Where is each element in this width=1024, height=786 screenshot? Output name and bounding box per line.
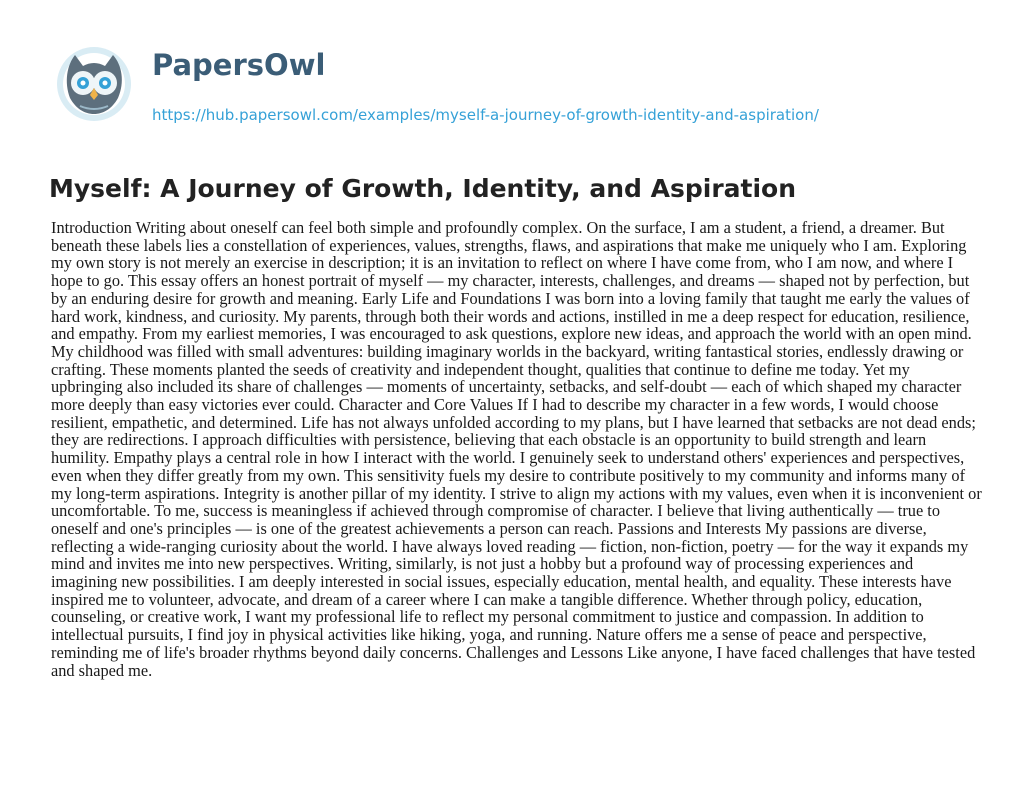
brand-name[interactable]: PapersOwl bbox=[152, 48, 326, 82]
article-url-link[interactable]: https://hub.papersowl.com/examples/myself-a-journey-of-growth-identity-and-aspiration/ bbox=[152, 106, 819, 124]
site-header bbox=[50, 40, 990, 140]
article-body: Introduction Writing about oneself can feel both simple and profoundly complex. On the surface, I am a student, a friend, a dreamer. But beneath these labels lies a constellation of experiences, values, strengths, flaws, and aspirations that make me uniquely who I am. Exploring my own story is not merely an exercise in description; it is an invitation to reflect on where I have come from, who I am now, and where I hope to go. This essay offers an honest portrait of myself — my character, interests, challenges, and dreams — shaped not by perfection, but by an enduring desire for growth and meaning. Early Life and Foundations I was born into a loving family that taught me early the values of hard work, kindness, and curiosity. My parents, through both their words and actions, instilled in me a deep respect for education, resilience, and empathy. From my earliest memories, I was encouraged to ask questions, explore new ideas, and approach the world with an open mind. My childhood was filled with small adventures: building imaginary worlds in the backyard, writing fantastical stories, endlessly drawing or crafting. These moments planted the seeds of creativity and independent thought, qualities that continue to define me today. Yet my upbringing also included its share of challenges — moments of uncertainty, setbacks, and self-doubt — each of which shaped my character more deeply than easy victories ever could. Character and Core Values If I had to describe my character in a few words, I would choose resilient, empathetic, and determined. Life has not always unfolded according to my plans, but I have learned that setbacks are not dead ends; they are redirections. I approach difficulties with persistence, believing that each obstacle is an opportunity to build strength and learn humility. Empathy plays a central role in how I interact with the world. I genuinely seek to understand others' experiences and perspectives, even when they differ greatly from my own. This sensitivity fuels my desire to contribute positively to my community and informs many of my long-term aspirations. Integrity is another pillar of my identity. I strive to align my actions with my values, even when it is inconvenient or uncomfortable. To me, success is meaningless if achieved through compromise of character. I believe that living authentically — true to oneself and one's principles — is one of the greatest achievements a person can reach. Passions and Interests My passions are diverse, reflecting a wide-ranging curiosity about the world. I have always loved reading — fiction, non-fiction, poetry — for the way it expands my mind and invites me into new perspectives. Writing, similarly, is not just a hobby but a profound way of processing experiences and imagining new possibilities. I am deeply interested in social issues, especially education, mental health, and equality. These interests have inspired me to volunteer, advocate, and dream of a career where I can make a tangible difference. Whether through policy, education, counseling, or creative work, I want my professional life to reflect my personal commitment to justice and compassion. In addition to intellectual pursuits, I find joy in physical activities like hiking, yoga, and running. Nature offers me a sense of peace and perspective, reminding me of life's broader rhythms beyond daily concerns. Challenges and Lessons Like anyone, I have faced challenges that have tested and shaped me. bbox=[51, 218, 982, 680]
owl-icon[interactable] bbox=[50, 40, 138, 128]
article-title: Myself: A Journey of Growth, Identity, and Aspiration bbox=[49, 174, 797, 203]
